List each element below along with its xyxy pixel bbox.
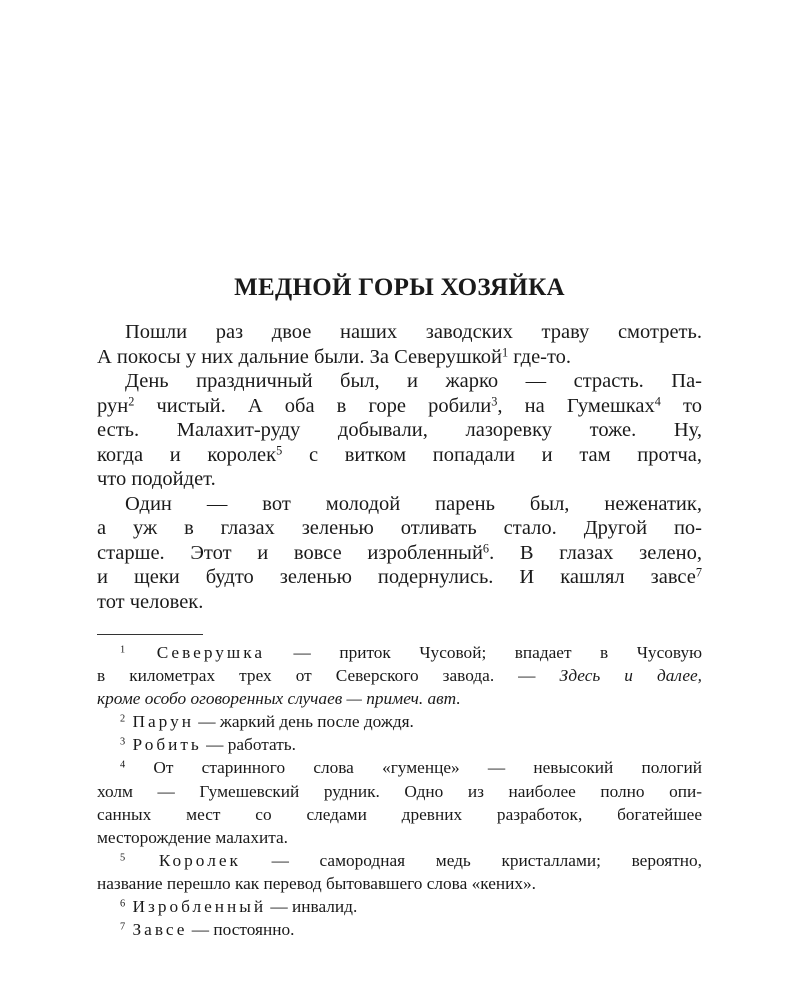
footnote-ref: 2 [120, 713, 126, 725]
text-run: , на Гумешках [497, 394, 655, 417]
paragraph [97, 492, 702, 615]
footnote-ref: 5 [120, 852, 126, 864]
footnote [97, 710, 702, 733]
text-run: Пошли раз двое наших заводских траву смотреть. [125, 321, 702, 343]
text-line [97, 895, 702, 918]
text-line [97, 443, 702, 468]
text-run: Изробленный [125, 897, 267, 917]
footnote [97, 895, 702, 918]
text-line [97, 641, 702, 664]
text-line [97, 756, 702, 779]
text-line [97, 687, 702, 710]
footnote-ref: 7 [120, 921, 126, 933]
footnote [97, 641, 702, 710]
text-line [97, 710, 702, 733]
text-line [97, 826, 702, 849]
text-run: — инвалид. [266, 897, 358, 917]
text-line [97, 803, 702, 826]
text-line [97, 418, 702, 443]
text-run: А покосы у них дальние были. За Северушкой [97, 345, 502, 368]
text-line [97, 849, 702, 872]
text-line [97, 664, 702, 687]
text-run: — жаркий день после дождя. [193, 712, 414, 732]
text-run: с витком попадали и там протча, [282, 443, 702, 466]
text-run: Один — вот молодой парень был, неженатик, [125, 492, 702, 515]
text-run: — постоянно. [187, 920, 295, 940]
text-line [97, 872, 702, 895]
footnote-ref: 3 [120, 736, 126, 748]
text-run: кроме особо оговоренных случаев — примеч. авт. [97, 689, 461, 709]
text-line [97, 918, 702, 941]
text-line [97, 590, 702, 615]
text-line [97, 516, 702, 541]
footnote [97, 849, 702, 895]
footnote [97, 918, 702, 941]
text-run: а уж в глазах зеленью отливать стало. Другой по- [97, 517, 702, 539]
text-run: когда и королек [97, 443, 277, 466]
footnote [97, 756, 702, 848]
text-run: От старинного слова «гуменце» — невысокий пологий [125, 758, 702, 778]
text-line [97, 780, 702, 803]
text-run: . В глазах зелено, [489, 541, 702, 564]
text-run: тот человек. [97, 590, 204, 613]
footnotes [97, 641, 702, 941]
text-line [97, 369, 702, 394]
text-line [97, 345, 702, 370]
text-run: — самородная медь кристаллами; вероятно, [240, 850, 702, 870]
text-run: холм — Гумешевский рудник. Одно из наиболее полно опи- [97, 781, 702, 801]
text-line [97, 492, 702, 517]
footnote-ref: 5 [276, 442, 283, 457]
text-line [97, 467, 702, 492]
footnote-ref: 1 [120, 644, 126, 656]
footnote-ref: 1 [501, 344, 509, 359]
text-run: в километрах трех от Северского завода. — [97, 666, 560, 686]
text-line [97, 733, 702, 756]
footnote-ref: 3 [491, 393, 498, 408]
text-run: что подойдет. [97, 468, 216, 490]
text-run: и щеки будто зеленью подернулись. И кашлял завсе [97, 566, 696, 588]
text-run: Северушка [125, 643, 266, 662]
text-run: где-то. [508, 345, 572, 368]
text-run: — работать. [201, 735, 296, 755]
text-run: то [660, 394, 702, 417]
text-run: старше. Этот и вовсе изробленный [97, 541, 483, 564]
text-run: месторождение малахита. [97, 827, 288, 847]
footnote [97, 733, 702, 756]
footnote-ref: 7 [695, 565, 702, 580]
footnote-ref: 4 [120, 759, 126, 771]
text-run: санных мест со следами древних разработок, богатейшее [97, 804, 702, 824]
text-run: чистый. А оба в горе робили [134, 394, 492, 417]
text-run: Робить [125, 735, 202, 755]
text-run: Королек [125, 850, 241, 870]
text-run: День праздничный был, и жарко — страсть. Па- [125, 370, 702, 392]
text-line [97, 541, 702, 566]
footnote-ref: 6 [482, 540, 490, 555]
paragraph [97, 320, 702, 369]
text-run: есть. Малахит-руду добывали, лазоревку тоже. Ну, [97, 419, 702, 441]
text-run: Здесь и далее, [559, 666, 702, 686]
story-body [97, 320, 702, 614]
text-run: Парун [125, 712, 194, 732]
text-line [97, 394, 702, 419]
text-run: рун [97, 394, 129, 417]
text-run: название перешло как перевод бытовавшего слова «кених». [97, 873, 536, 893]
footnote-ref: 2 [128, 393, 135, 408]
text-line [97, 320, 702, 345]
story-title: МЕДНОЙ ГОРЫ ХОЗЯЙКА [234, 274, 565, 301]
text-run: Завсе [125, 920, 188, 940]
footnote-ref: 6 [120, 898, 126, 910]
footnote-ref: 4 [654, 393, 661, 408]
footnote-divider [97, 634, 203, 635]
paragraph [97, 369, 702, 492]
text-line [97, 565, 702, 590]
text-run: — приток Чусовой; впадает в Чусовую [265, 643, 703, 662]
